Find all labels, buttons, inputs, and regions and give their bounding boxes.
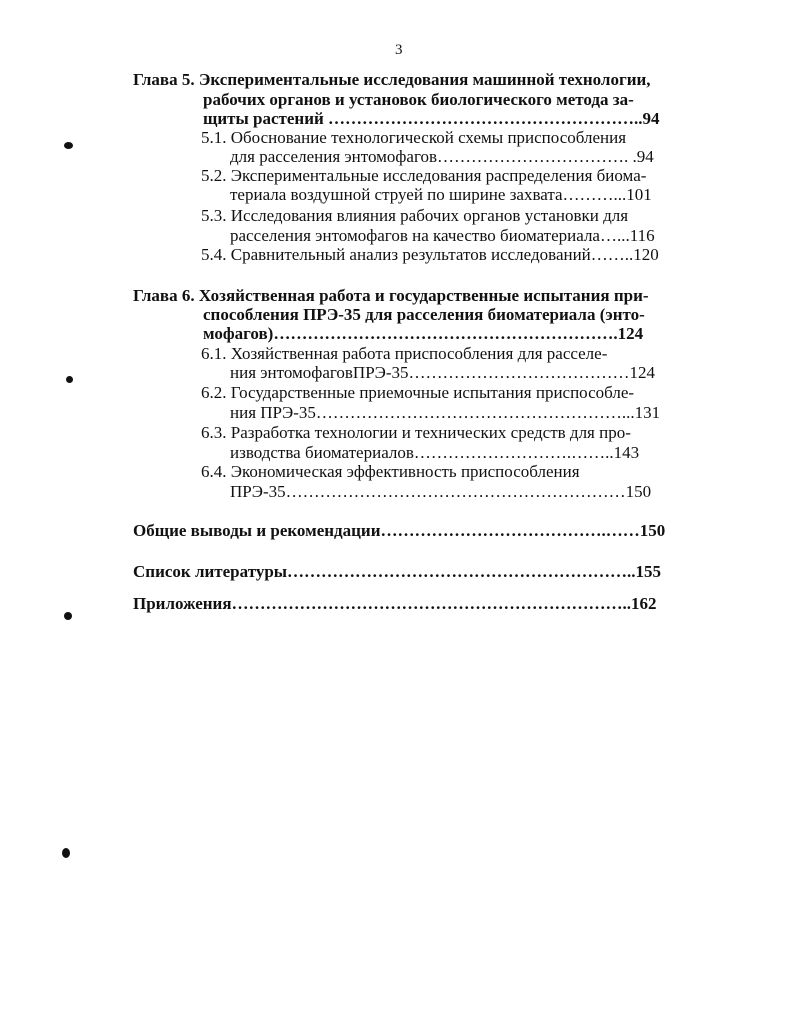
section-6-1-line-1: 6.1. Хозяйственная работа приспособления для расселе-	[201, 344, 608, 363]
section-5-1-line-1: 5.1. Обоснование технологической схемы приспособления	[201, 128, 627, 147]
page-number: 3	[395, 42, 403, 58]
section-5-1-line-2: для расселения энтомофагов……………………………. .94	[230, 147, 654, 166]
section-6-1-line-2: ния энтомофаговПРЭ-35…………………………………124	[230, 363, 656, 382]
section-6-2-line-1: 6.2. Государственные приемочные испытания приспособле-	[201, 383, 635, 402]
references-entry: Список литературы……………………………………………………..155	[133, 562, 662, 581]
scan-speck	[64, 142, 73, 149]
chapter5-heading-line-3: щиты растений ………………………………………………..94	[203, 109, 660, 128]
conclusions-entry: Общие выводы и рекомендации………………………………….……150	[133, 521, 666, 540]
scan-speck	[62, 848, 70, 858]
chapter5-heading-line-2: рабочих органов и установок биологического метода за-	[203, 90, 634, 109]
chapter6-heading-line-3: мофагов)…………………………………………………….124	[203, 324, 644, 343]
section-5-2-line-1: 5.2. Экспериментальные исследования распределения биома-	[201, 166, 647, 185]
appendices-entry: Приложения……………………………………………………………..162	[133, 594, 657, 613]
section-5-3-line-2: расселения энтомофагов на качество биоматериала…...116	[230, 226, 655, 245]
chapter5-heading-line-1: Глава 5. Экспериментальные исследования машинной технологии,	[133, 70, 651, 89]
chapter6-heading-line-1: Глава 6. Хозяйственная работа и государственные испытания при-	[133, 286, 649, 305]
chapter6-heading-line-2: способления ПРЭ-35 для расселения биоматериала (энто-	[203, 305, 645, 324]
section-5-3-line-1: 5.3. Исследования влияния рабочих органов установки для	[201, 206, 629, 225]
scan-speck	[66, 376, 73, 383]
section-5-2-line-2: териала воздушной струей по ширине захвата………...101	[230, 185, 652, 204]
section-6-3-line-2: изводства биоматериалов……………………….……..143	[230, 443, 640, 462]
scan-speck	[64, 612, 72, 620]
section-5-4-line-1: 5.4. Сравнительный анализ результатов исследований……..120	[201, 245, 659, 264]
section-6-4-line-1: 6.4. Экономическая эффективность приспособления	[201, 462, 580, 481]
section-6-2-line-2: ния ПРЭ-35………………………………………………...131	[230, 403, 661, 422]
section-6-3-line-1: 6.3. Разработка технологии и технических средств для про-	[201, 423, 631, 442]
section-6-4-line-2: ПРЭ-35……………………………………………………150	[230, 482, 652, 501]
